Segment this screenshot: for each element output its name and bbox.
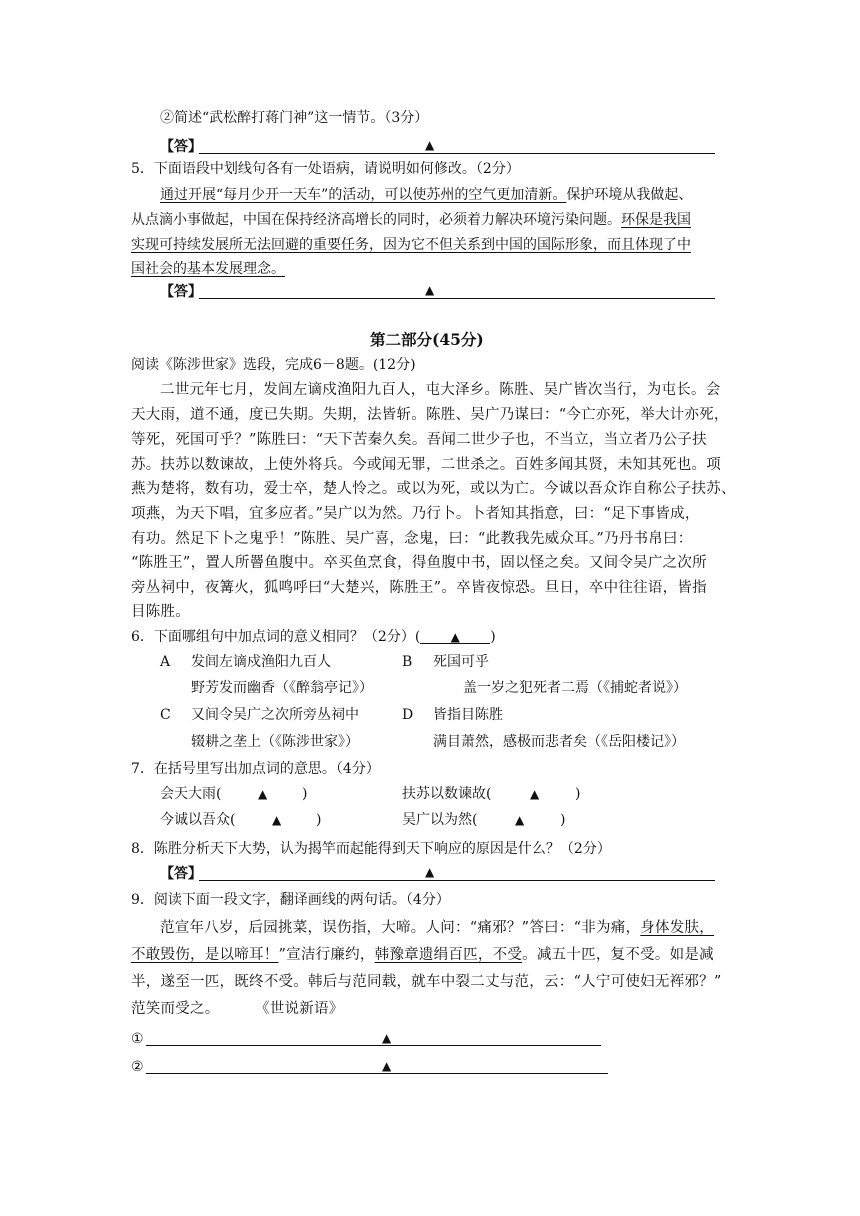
- paren-close[interactable]: ): [575, 786, 581, 802]
- answer-number-1: ①: [131, 1031, 144, 1047]
- q7-item-2: 扶苏以数谏故(: [402, 786, 492, 802]
- answer-line[interactable]: [199, 298, 715, 299]
- q9-passage-line: 半，遂至一匹，既终不受。韩后与范同载，就车中裂二丈与范，云：“人宁可使妇无裈邪？”: [131, 974, 722, 990]
- passage-line: 有功。然足下卜之鬼乎！”陈胜、吴广喜，念鬼，曰：“此教我先威众耳。”乃丹书帛曰：: [131, 531, 693, 547]
- answer-line[interactable]: [199, 880, 715, 881]
- option-a-sentence-2: 野芳发而幽香（《醉翁亭记》）: [191, 680, 373, 696]
- passage-line: “陈胜王”，置人所罾鱼腹中。卒买鱼烹食，得鱼腹中书，固以怪之矣。又间令吴广之次所: [131, 555, 707, 571]
- triangle-marker-icon: ▲: [425, 138, 435, 152]
- triangle-marker-icon: ▲: [515, 813, 525, 827]
- option-c-label: C: [160, 707, 171, 723]
- underlined-sentence: 身体发肤，: [640, 920, 714, 936]
- underlined-sentence: 实现可持续发展所无法回避的重要任务，因为它不但关系到中国的国际形象，而且体现了中: [131, 237, 691, 253]
- underlined-sentence: 不敢毁伤，是以啼耳！: [131, 947, 279, 963]
- q9-passage-line: 不敢毁伤，是以啼耳！”宣洁行廉约，韩豫章遗绢百匹，不受。减五十匹，复不受。如是减: [131, 947, 714, 963]
- underlined-sentence: 环保是我国: [621, 212, 691, 228]
- option-c-sentence-2: 辍耕之垄上（《陈涉世家》）: [191, 734, 359, 750]
- paren-close[interactable]: ): [316, 812, 322, 828]
- underlined-sentence: 国社会的基本发展理念。: [131, 261, 285, 277]
- answer-line[interactable]: [199, 153, 715, 154]
- answer-number-2: ②: [131, 1059, 144, 1075]
- q7-item-4: 吴广以为然(: [402, 812, 478, 828]
- q7-item-3: 今诚以吾众(: [160, 812, 236, 828]
- reading-intro: 阅读《陈涉世家》选段，完成6－8题。(12分): [131, 357, 416, 373]
- triangle-marker-icon: ▲: [425, 865, 435, 879]
- answer-label: 【答】: [160, 284, 202, 300]
- answer-label: 【答】: [160, 866, 202, 882]
- option-d-sentence-2: 满目萧然，感极而悲者矣（《岳阳楼记》）: [433, 734, 685, 750]
- q7-item-1: 会天大雨(: [160, 786, 222, 802]
- triangle-marker-icon: ▲: [258, 787, 268, 801]
- passage-line: 旁丛祠中，夜篝火，狐鸣呼曰“大楚兴，陈胜王”。卒皆夜惊恐。旦日，卒中往往语，皆指: [131, 580, 707, 596]
- question-6-text: 6．下面哪组句中加点词的意义相同？（2分）( ▲ ): [131, 629, 496, 645]
- paren-close[interactable]: ): [302, 786, 308, 802]
- option-b-sentence-1: 死国可乎: [433, 654, 489, 670]
- question-5-passage-line: 从点滴小事做起，中国在保持经济高增长的同时，必须着力解决环境污染问题。环保是我国: [131, 212, 691, 228]
- answer-line[interactable]: [146, 1045, 601, 1046]
- triangle-marker-icon: ▲: [530, 787, 540, 801]
- underlined-sentence: 通过开展“每月少开一天车”的活动，可以使苏州的空气更加清新。: [160, 187, 567, 203]
- option-a-label: A: [160, 654, 171, 670]
- q9-passage-line: 范宣年八岁，后园挑菜，误伤指，大啼。人问：“痛邪？”答曰：“非为痛，身体发肤，: [160, 920, 714, 936]
- triangle-marker-icon: ▲: [450, 630, 460, 644]
- q9-passage-line: 范笑而受之。: [131, 1001, 220, 1017]
- question-8-text: 8．陈胜分析天下大势，认为揭竿而起能得到天下响应的原因是什么？（2分）: [131, 841, 611, 857]
- option-c-sentence-1: 又间令吴广之次所旁丛祠中: [191, 707, 359, 723]
- passage-line: 目陈胜。: [131, 604, 190, 620]
- underlined-sentence: 韩豫章遗绢百匹，不受: [374, 947, 523, 963]
- paren-close[interactable]: ): [560, 812, 566, 828]
- question-5-passage-line: [131, 235, 691, 255]
- option-b-label: B: [402, 654, 413, 670]
- section-title: 第二部分(45分): [370, 330, 484, 349]
- option-b-sentence-2: 盖一岁之犯死者二焉（《捕蛇者说》）: [463, 680, 687, 696]
- triangle-marker-icon: ▲: [382, 1059, 392, 1073]
- source-title: 《世说新语》: [255, 1001, 344, 1017]
- triangle-marker-icon: ▲: [382, 1031, 392, 1045]
- passage-line: 苏。扶苏以数谏故，上使外将兵。今或闻无罪，二世杀之。百姓多闻其贤，未知其死也。项: [131, 457, 721, 473]
- passage-line: 等死，死国可乎？”陈胜曰：“天下苦秦久矣。吾闻二世少子也，不当立，当立者乃公子扶: [131, 432, 707, 448]
- question-5-passage-line: 通过开展“每月少开一天车”的活动，可以使苏州的空气更加清新。保护环境从我做起、: [160, 187, 693, 203]
- answer-line[interactable]: [146, 1073, 608, 1074]
- option-d-sentence-1: 皆指目陈胜: [433, 707, 503, 723]
- question-9-text: 9．阅读下面一段文字，翻译画线的两句话。（4分）: [131, 892, 450, 908]
- question-4-2-text: ②简述“武松醉打蒋门神”这一情节。（3分）: [160, 110, 429, 126]
- question-7-text: 7．在括号里写出加点词的意思。（4分）: [131, 761, 380, 777]
- triangle-marker-icon: ▲: [425, 283, 435, 297]
- answer-label: 【答】: [160, 139, 202, 155]
- question-5-text: 5．下面语段中划线句各有一处语病，请说明如何修改。（2分）: [131, 161, 520, 177]
- triangle-marker-icon: ▲: [272, 813, 282, 827]
- question-5-passage-line: [131, 259, 285, 279]
- answer-blank[interactable]: [420, 627, 490, 644]
- passage-line: 项燕，为天下唱，宜多应者。”吴广以为然。乃行卜。卜者知其指意，曰：“足下事皆成，: [131, 506, 700, 522]
- passage-line: 燕为楚将，数有功，爱士卒，楚人怜之。或以为死，或以为亡。今诚以吾众诈自称公子扶苏、: [131, 481, 736, 497]
- option-d-label: D: [402, 707, 414, 723]
- option-a-sentence-1: 发闾左谪戍渔阳九百人: [191, 654, 331, 670]
- passage-line: 天大雨，道不通，度已失期。失期，法皆斩。陈胜、吴广乃谋曰：“今亡亦死，举大计亦死，: [131, 407, 729, 423]
- passage-line: 二世元年七月，发闾左谪戍渔阳九百人，屯大泽乡。陈胜、吴广皆次当行，为屯长。会: [160, 382, 721, 398]
